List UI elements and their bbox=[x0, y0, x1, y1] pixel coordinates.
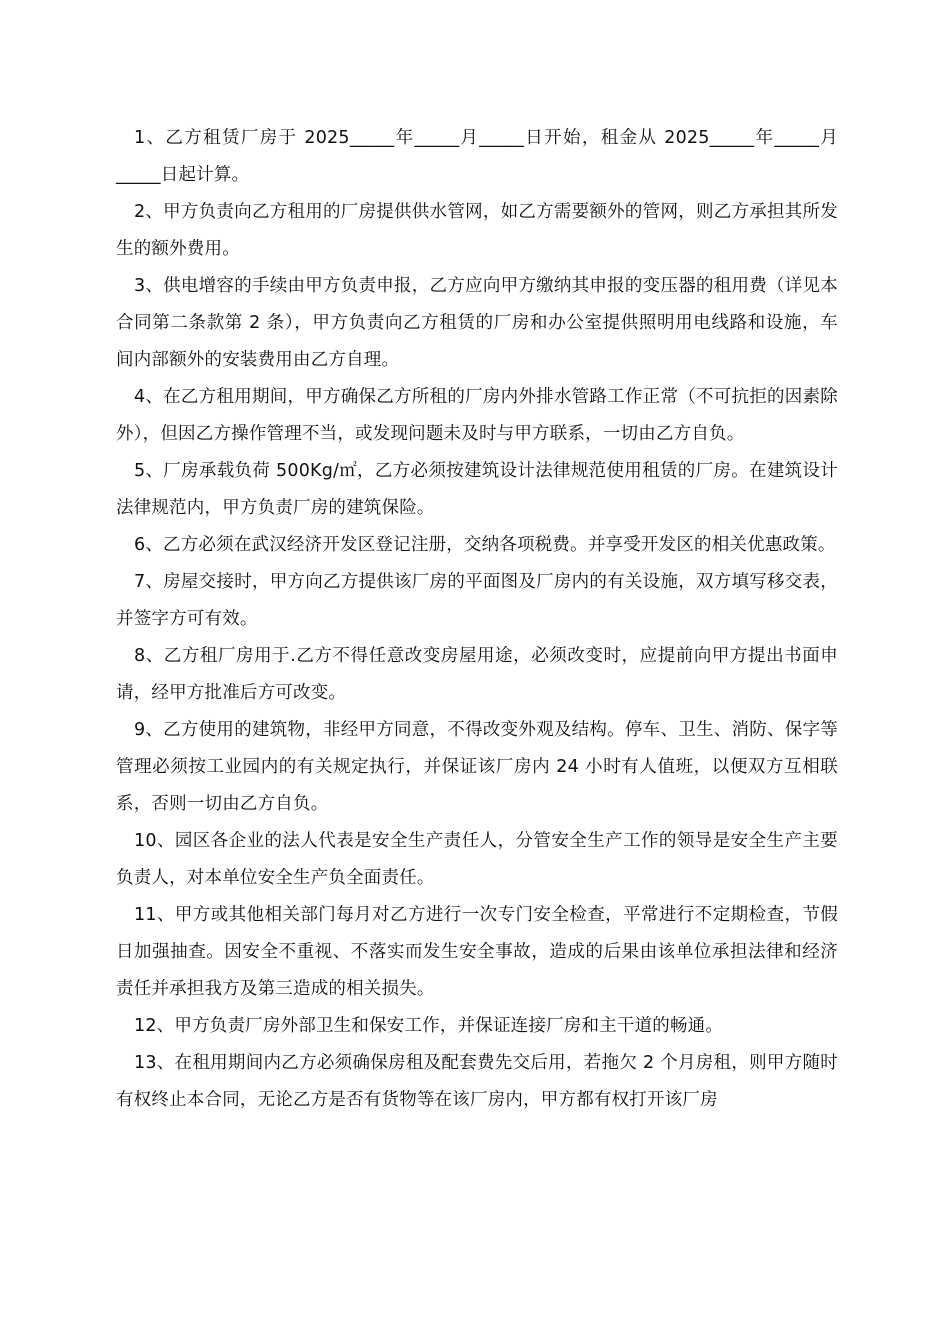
clause-4: 4、在乙方租用期间，甲方确保乙方所租的厂房内外排水管路工作正常（不可抗拒的因素除外），但因乙方操作管理不当，或发现问题未及时与甲方联系，一切由乙方自负。 bbox=[116, 387, 838, 444]
clause-7: 7、房屋交接时，甲方向乙方提供该厂房的平面图及厂房内的有关设施，双方填写移交表，并签字方可有效。 bbox=[116, 572, 838, 629]
clause-12: 12、甲方负责厂房外部卫生和保安工作，并保证连接厂房和主干道的畅通。 bbox=[134, 1016, 724, 1036]
clause-13: 13、在租用期间内乙方必须确保房租及配套费先交后用，若拖欠 2 个月房租，则甲方随时有权终止本合同，无论乙方是否有货物等在该厂房内，甲方都有权打开该厂房 bbox=[116, 1053, 838, 1110]
clause-5: 5、厂房承载负荷 500Kg/㎡，乙方必须按建筑设计法律规范使用租赁的厂房。在建筑设计法律规范内，甲方负责厂房的建筑保险。 bbox=[116, 461, 838, 518]
contract-body bbox=[116, 120, 838, 1119]
clause-3: 3、供电增容的手续由甲方负责申报，乙方应向甲方缴纳其申报的变压器的租用费（详见本合同第二条款第 2 条），甲方负责向乙方租赁的厂房和办公室提供照明用电线路和设施，车间内部额外的安装费用由乙方自理。 bbox=[116, 276, 838, 370]
clause-6: 6、乙方必须在武汉经济开发区登记注册，交纳各项税费。并享受开发区的相关优惠政策。 bbox=[134, 535, 836, 555]
clause-8: 8、乙方租厂房用于.乙方不得任意改变房屋用途，必须改变时，应提前向甲方提出书面申请，经甲方批准后方可改变。 bbox=[116, 646, 838, 703]
clause-11: 11、甲方或其他相关部门每月对乙方进行一次专门安全检查，平常进行不定期检查，节假日加强抽查。因安全不重视、不落实而发生安全事故，造成的后果由该单位承担法律和经济责任并承担我方及第三造成的相关损失。 bbox=[116, 905, 838, 999]
clause-9: 9、乙方使用的建筑物，非经甲方同意，不得改变外观及结构。停车、卫生、消防、保字等管理必须按工业园内的有关规定执行，并保证该厂房内 24 小时有人值班，以便双方互相联系，否则一切由乙方自负。 bbox=[116, 720, 838, 814]
clause-1: 1、乙方租赁厂房于 2025_____年_____月_____日开始，租金从 2025_____年_____月_____日起计算。 bbox=[116, 128, 838, 185]
clause-10: 10、园区各企业的法人代表是安全生产责任人，分管安全生产工作的领导是安全生产主要负责人，对本单位安全生产负全面责任。 bbox=[116, 831, 838, 888]
clause-2: 2、甲方负责向乙方租用的厂房提供供水管网，如乙方需要额外的管网，则乙方承担其所发生的额外费用。 bbox=[116, 202, 838, 259]
